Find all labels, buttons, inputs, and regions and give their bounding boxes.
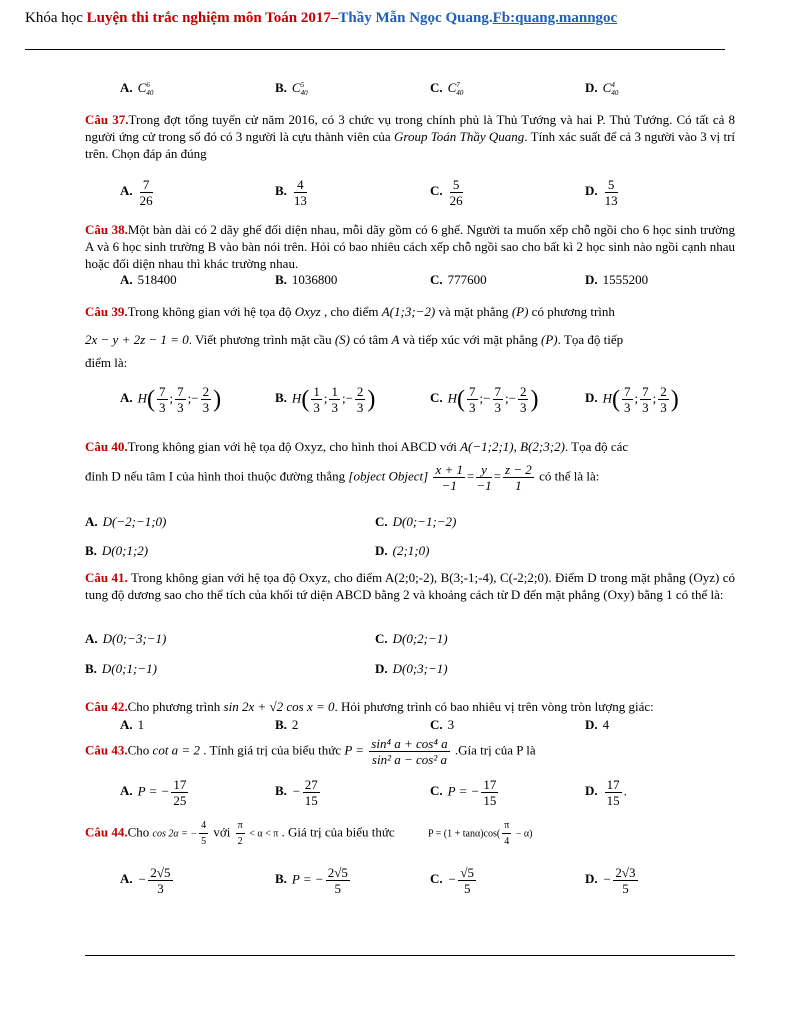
q39-option-d[interactable]: D. H( $\frac{7}{3}$ ; $\frac{7}{3}$ ; $\frac{2}{3}$ ): [585, 384, 679, 415]
q40-option-c[interactable]: C. D(0;−1;−2): [375, 514, 457, 529]
footer-rule: [85, 955, 735, 956]
q37-option-d[interactable]: D. $\frac{5}{13}$: [585, 177, 618, 208]
q38-option-c[interactable]: C. 777600: [430, 272, 487, 287]
question-39-line1: Câu 39.Trong không gian với hệ tọa độ Oxyz , cho điểm A(1;3;−2) và mặt phẳng (P) có phương trình: [85, 304, 615, 319]
q44-option-c[interactable]: C. − $\frac{√5}{5}$: [430, 865, 475, 896]
q37-option-c[interactable]: C. $\frac{5}{26}$: [430, 177, 463, 208]
question-42: Câu 42.Cho phương trình sin 2x + √2 cos x = 0. Hỏi phương trình có bao nhiêu vị trên vòng tròn lượng giác:: [85, 699, 654, 714]
q38-option-b[interactable]: B. 1036800: [275, 272, 338, 287]
question-43: Câu 43.Cho cot a = 2 . Tính giá trị của biểu thức P = $\frac{\text{sin⁴ a + cos⁴ a}}{\text{sin² a − cos² a}}$ .Gía trị của P là: [85, 736, 536, 767]
q42-option-c[interactable]: C. 3: [430, 717, 455, 732]
q43-option-d[interactable]: D. $\frac{17}{15}$ .: [585, 777, 627, 808]
question-38: Câu 38.Một bàn dài có 2 dãy ghế đối diện nhau, mỗi dãy gồm có 6 ghế. Người ta muốn xếp chỗ ngồi cho 6 học sinh trường A và 6 học sinh trường B vào bàn nói trên. Hỏi có bao nhiêu cách xếp chỗ ngồi sao cho bất kì 2 học sinh nào ngồi cạnh nhau hoặc đối diện nhau thì khác trường nhau.: [85, 222, 735, 271]
q36-option-d[interactable]: D. C 4 40: [585, 80, 619, 98]
page-header: [25, 10, 725, 27]
question-number: Câu 38.: [85, 222, 128, 237]
q37-option-b[interactable]: B. $\frac{4}{13}$: [275, 177, 307, 208]
question-37: Câu 37.Trong đợt tổng tuyển cử năm 2016, có 3 chức vụ trong chính phủ là Thủ Tướng và hai P. Thủ Tướng. Có tất cả 8 người ứng cử trong số đó có 3 người là cựu thành viên của Group Toán Thầy Quang. Tính xác suất để cả 3 người vào 3 vị trí trên. Chọn đáp án đúng: [85, 112, 736, 161]
q42-option-a[interactable]: A. 1: [120, 717, 145, 732]
question-39-line3: điểm là:: [85, 355, 128, 370]
course-title: Luyện thi trắc nghiệm môn Toán 2017: [86, 10, 331, 26]
q44-option-d[interactable]: D. − $\frac{2√3}{5}$: [585, 865, 636, 896]
q40-option-b[interactable]: B. D(0;1;2): [85, 543, 149, 558]
question-number: Câu 37.: [85, 112, 129, 127]
q41-option-d[interactable]: D. D(0;3;−1): [375, 661, 448, 676]
q41-option-b[interactable]: B. D(0;1;−1): [85, 661, 157, 676]
question-number: Câu 39.: [85, 304, 128, 319]
q36-option-c[interactable]: C. C 7 40: [430, 80, 464, 98]
header-prefix: Khóa học: [25, 10, 87, 26]
q41-option-c[interactable]: C. D(0;2;−1): [375, 631, 448, 646]
question-39-line2: 2x − y + 2z − 1 = 0. Viết phương trình mặt cầu (S) có tâm A và tiếp xúc với mặt phẳng (P). Tọa độ tiếp: [85, 332, 624, 347]
question-number: Câu 43.: [85, 742, 128, 758]
q38-option-d[interactable]: D. 1555200: [585, 272, 649, 287]
teacher-name: Thầy Mẫn Ngọc Quang.: [338, 10, 493, 26]
header-rule: [25, 49, 725, 50]
question-41: Câu 41. Trong không gian với hệ tọa độ Oxyz, cho điểm A(2;0;-2), B(3;-1;-4), C(-2;2;0). Điểm D trong mặt phẳng (Oyz) có tung độ dương sao cho thể tích của khối tứ diện ABCD bằng 2 và khoảng cách từ D đến mặt phẳng (Oxy) bằng 1 có thể là:: [85, 570, 735, 602]
facebook-link[interactable]: Fb:quang.manngoc: [492, 10, 618, 26]
question-number: Câu 42.: [85, 699, 128, 714]
q43-option-a[interactable]: A. P = − $\frac{17}{25}$: [120, 777, 187, 808]
q44-option-a[interactable]: A. − $\frac{2√5}{3}$: [120, 865, 171, 896]
q44-option-b[interactable]: B. P = − $\frac{2√5}{5}$: [275, 865, 348, 896]
q39-option-a[interactable]: A. H( $\frac{7}{3}$ ; $\frac{7}{3}$ ;− $\frac{2}{3}$ ): [120, 384, 222, 415]
question-40-line1: Câu 40.Trong không gian với hệ tọa độ Oxyz, cho hình thoi ABCD với A(−1;2;1), B(2;3;2). Tọa độ các: [85, 439, 629, 454]
q36-option-a[interactable]: A. C 6 40: [120, 80, 154, 98]
question-number: Câu 44.: [85, 824, 128, 840]
question-40-line2: đỉnh D nếu tâm I của hình thoi thuộc đường thẳng [object Object] $\frac{x + 1}{-1}$ = $\frac{y}{-1}$ = $\frac{z - 2}{1}$ có thể là là:: [85, 462, 600, 493]
header-dash: –: [330, 10, 339, 26]
q40-option-a[interactable]: A. D(−2;−1;0): [85, 514, 167, 529]
q43-option-c[interactable]: C. P = − $\frac{17}{15}$: [430, 777, 497, 808]
q38-option-a[interactable]: A. 518400: [120, 272, 177, 287]
q41-option-a[interactable]: A. D(0;−3;−1): [85, 631, 167, 646]
question-number: Câu 41.: [85, 570, 128, 585]
q43-option-b[interactable]: B. − $\frac{27}{15}$: [275, 777, 318, 808]
question-number: Câu 40.: [85, 439, 128, 454]
q36-option-b[interactable]: B. C 5 40: [275, 80, 308, 98]
q42-option-d[interactable]: D. 4: [585, 717, 610, 732]
question-44: Câu 44.Cho cos 2α = − $\frac{4}{5}$ với $\frac{\pi}{2}$ < α < π . Giá trị của biểu thức P = (1 + tanα)cos( $\frac{\pi}{4}$ − α): [85, 820, 533, 847]
q40-option-d[interactable]: D. (2;1;0): [375, 543, 430, 558]
q42-option-b[interactable]: B. 2: [275, 717, 299, 732]
q39-option-c[interactable]: C. H( $\frac{7}{3}$ ;− $\frac{7}{3}$ ;− $\frac{2}{3}$ ): [430, 384, 539, 415]
q37-option-a[interactable]: A. $\frac{7}{26}$: [120, 177, 153, 208]
q39-option-b[interactable]: B. H( $\frac{1}{3}$ ; $\frac{1}{3}$ ;− $\frac{2}{3}$ ): [275, 384, 376, 415]
